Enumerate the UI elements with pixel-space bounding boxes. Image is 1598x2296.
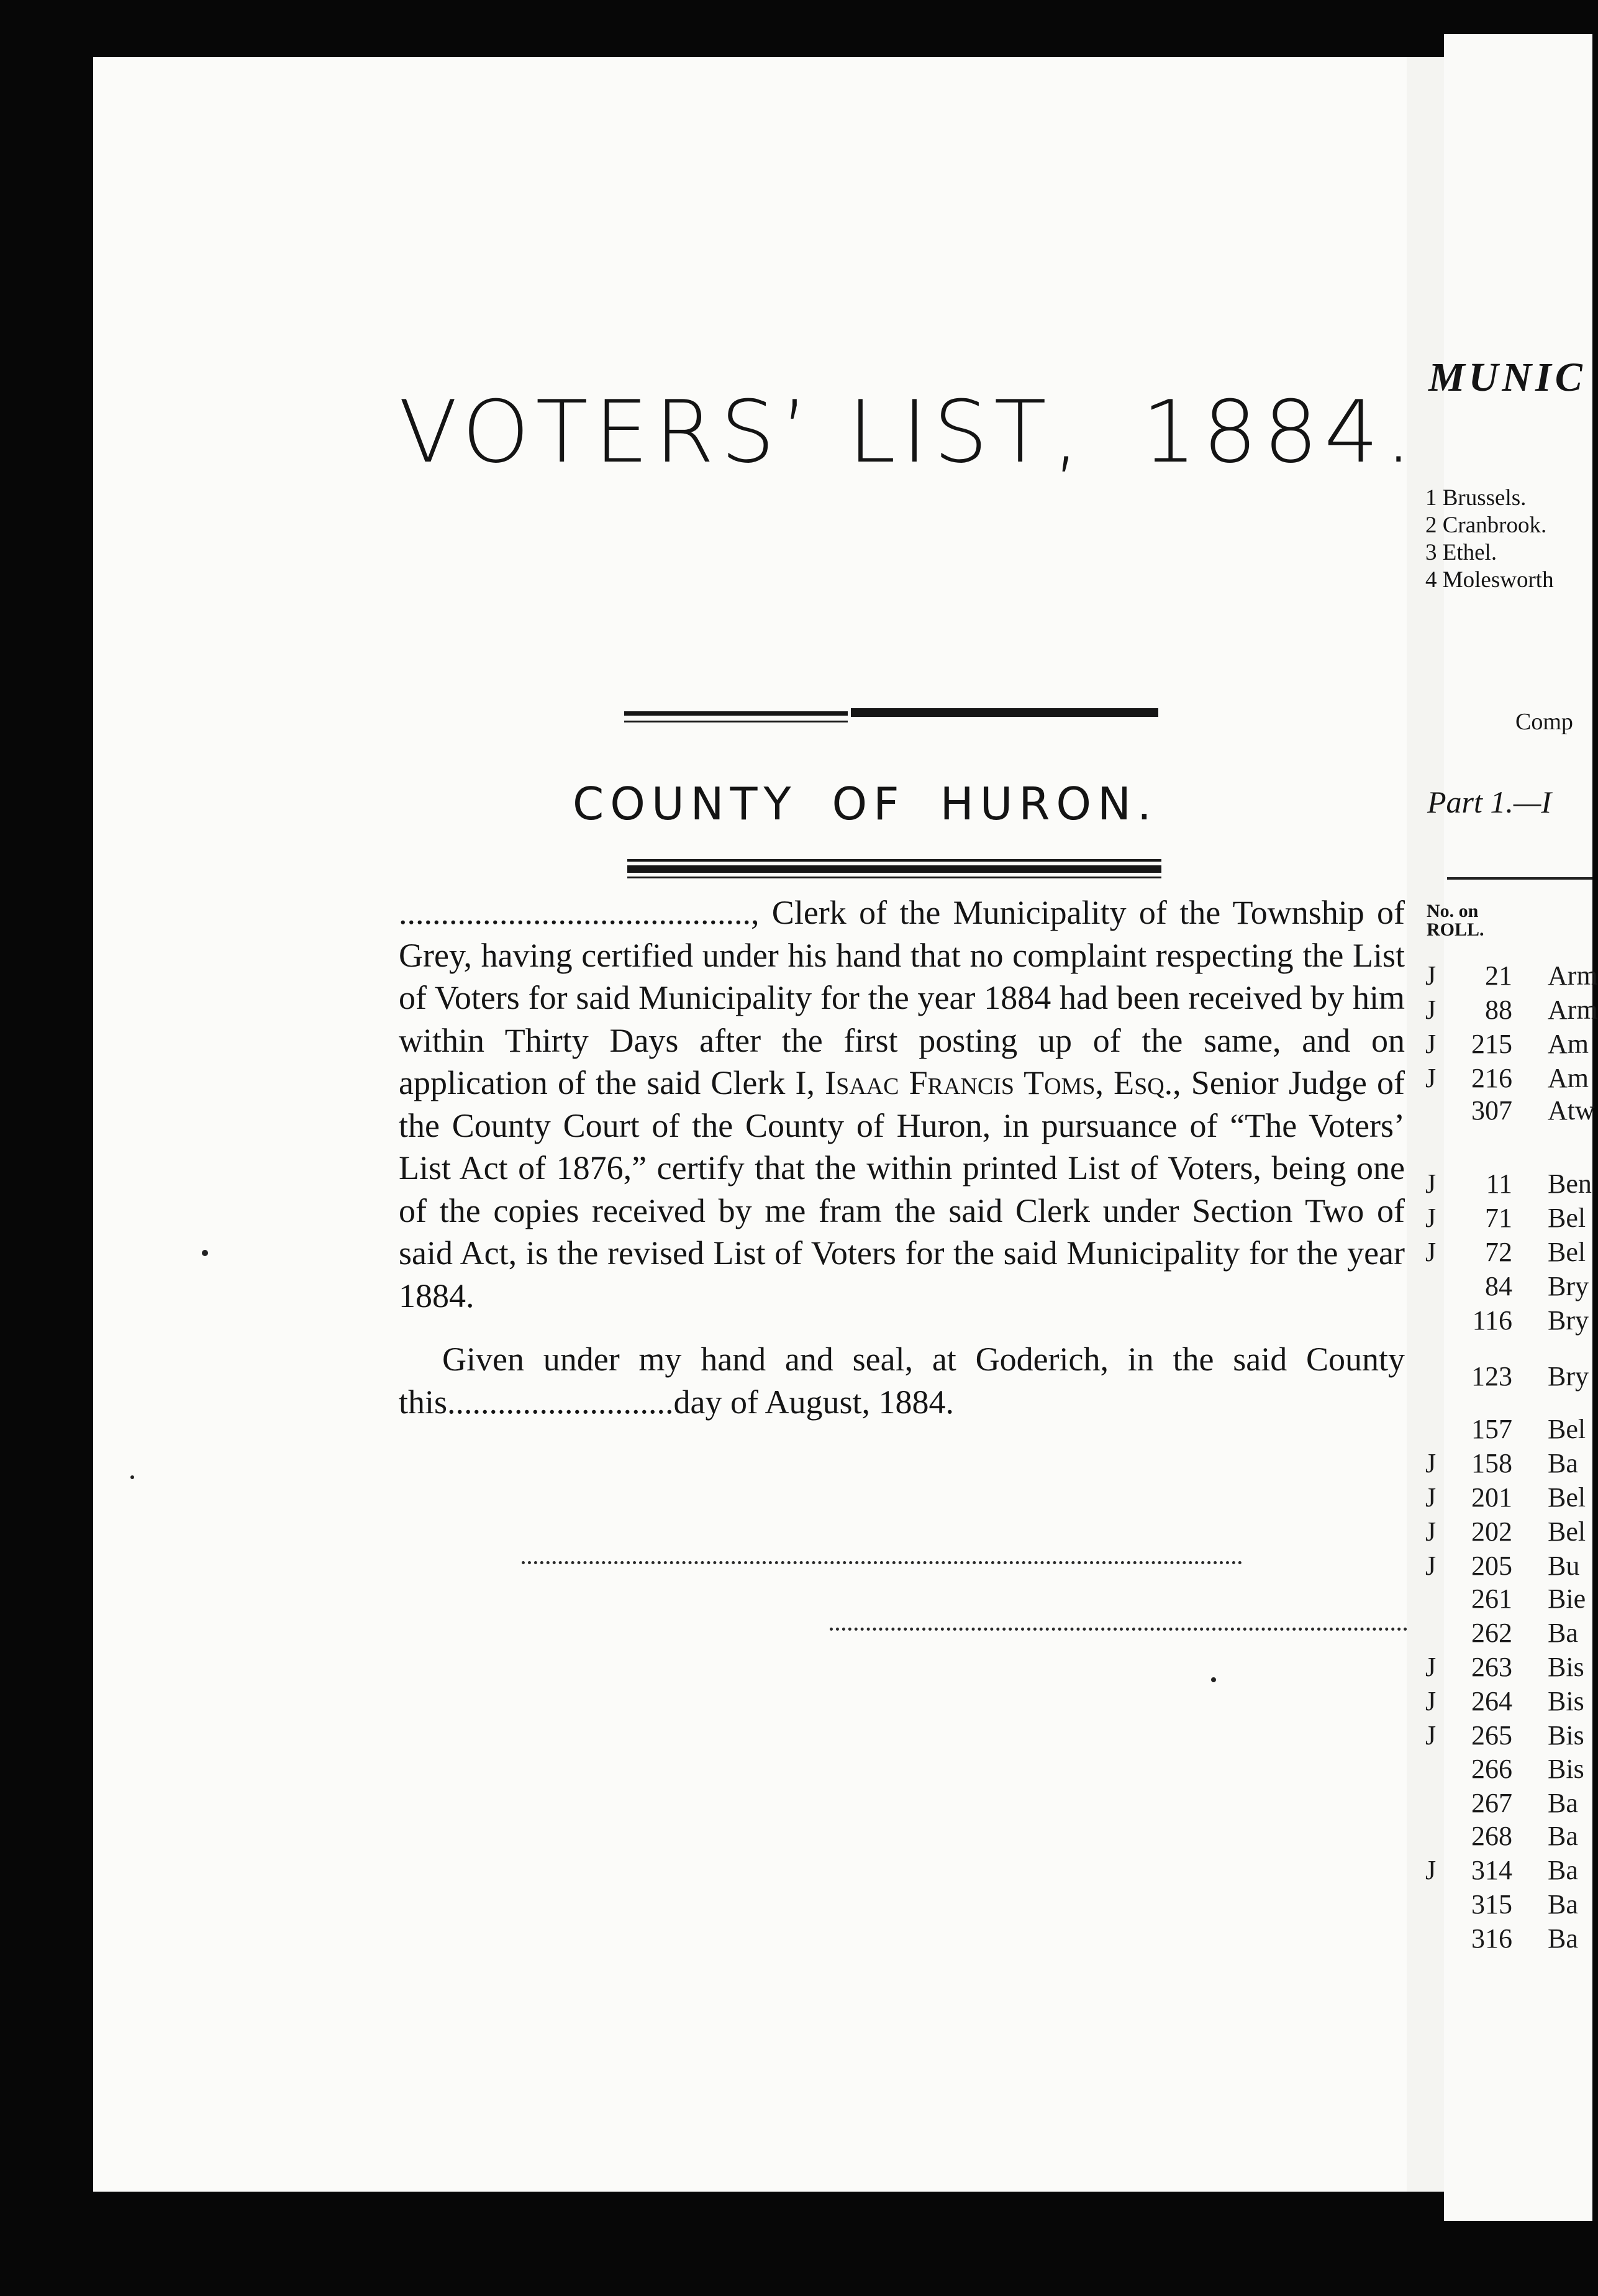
roll-entry: [1425, 1360, 1592, 1392]
roll-number: 158: [1471, 1448, 1512, 1478]
voter-name: Ba: [1548, 1855, 1578, 1885]
roll-entry: [1425, 1787, 1592, 1818]
subdivision-3: 3 Ethel.: [1425, 540, 1497, 565]
part-rule: [1447, 877, 1592, 880]
roll-entry: [1425, 1820, 1592, 1851]
signature-line-2: [830, 1628, 1407, 1631]
title-rule-left-thin: [624, 721, 848, 722]
subtitle-rule-bottom: [627, 877, 1161, 878]
voter-name: Bel: [1548, 1414, 1586, 1444]
roll-header-line-1: No. on: [1427, 901, 1479, 921]
voter-name: Bel: [1548, 1203, 1586, 1233]
roll-entry: [1425, 1753, 1592, 1784]
roll-entry: [1425, 1270, 1592, 1301]
title-year: 1884.: [1142, 382, 1419, 482]
roll-header-line-2: ROLL.: [1427, 919, 1484, 940]
roll-number: 21: [1485, 960, 1512, 991]
roll-number: 11: [1486, 1168, 1512, 1199]
voter-name: Bis: [1548, 1720, 1584, 1751]
title-text: VOTERS’ LIST,: [399, 382, 1086, 482]
roll-number: 201: [1471, 1482, 1512, 1513]
voter-name: Bel: [1548, 1237, 1586, 1267]
voter-name: Bel: [1548, 1482, 1586, 1513]
certificate-paragraph: .........................................., Clerk of the Municipality of the Township of Grey, having certified under his hand that no complaint respecting the List of Voters for said Municipality for the year 1884 had been received by him within Thirty Days after the first posting up of the same, and on application of the said Clerk I, Isaac Francis Toms, Esq., Senior Judge of the County Court of the County of Huron, in pursuance of “The Voters’ List Act of 1876,” certify that the within printed List of Voters, being one of the copies received by me fram the said Clerk under Section Two of said Act, is the revised List of Voters for the said Municipality for the year 1884.: [399, 894, 1405, 1314]
voter-name: Ben: [1548, 1168, 1592, 1199]
roll-number: 205: [1471, 1551, 1512, 1581]
juror-mark: J: [1425, 1855, 1437, 1885]
clerk-name-blank: ..........................................: [399, 894, 751, 931]
signature-line-1: [522, 1561, 1242, 1564]
right-page-heading: MUNIC: [1428, 355, 1586, 400]
juror-mark: J: [1425, 1029, 1437, 1059]
scan-speck: [202, 1250, 208, 1256]
voter-name: Bis: [1548, 1686, 1584, 1716]
roll-entry: [1425, 1413, 1592, 1444]
juror-mark: J: [1425, 1686, 1437, 1716]
roll-entry: [1425, 1305, 1592, 1336]
subtitle-word-of: OF: [832, 778, 906, 830]
roll-entry: [1425, 1923, 1592, 1954]
roll-entry: [1425, 1617, 1592, 1648]
given-under-paragraph: [399, 1338, 1405, 1423]
juror-mark: J: [1425, 1516, 1437, 1547]
juror-mark: J: [1425, 1237, 1437, 1267]
juror-mark: J: [1425, 1448, 1437, 1478]
scan-speck: [130, 1475, 134, 1479]
voter-name: Bu: [1548, 1551, 1580, 1581]
voter-name: Bry: [1548, 1271, 1589, 1301]
voter-name: Ba: [1548, 1821, 1578, 1851]
roll-entry: [1425, 1447, 1592, 1478]
document-subtitle: [573, 778, 1158, 830]
juror-mark: J: [1425, 1482, 1437, 1513]
roll-entry: [1425, 1516, 1592, 1547]
roll-number: 266: [1471, 1754, 1512, 1784]
certificate-body: [399, 891, 1405, 1423]
roll-number: 215: [1471, 1029, 1512, 1059]
juror-mark: J: [1425, 1551, 1437, 1581]
document-title: [399, 382, 1419, 482]
subtitle-word-huron: HURON.: [940, 778, 1158, 830]
certificate-text-lead: , Clerk of the Municipality of the Township of Grey, having certified under his hand that no complaint respecting the List of Voters for said Municipality for the year 1884 had been received by him within Thirty Days after the first posting up of the same, and on application of the said Clerk I,: [399, 894, 1405, 1101]
voter-name: Bel: [1548, 1516, 1586, 1547]
roll-number: 262: [1471, 1618, 1512, 1648]
roll-number: 268: [1471, 1821, 1512, 1851]
roll-number: 123: [1471, 1361, 1512, 1392]
voter-name: Bis: [1548, 1652, 1584, 1682]
voter-name: Ba: [1548, 1889, 1578, 1920]
subdivision-1: 1 Brussels.: [1425, 485, 1527, 511]
roll-entry: [1425, 1482, 1592, 1513]
roll-entry: [1425, 1028, 1592, 1059]
roll-entry: [1425, 1062, 1592, 1093]
subtitle-rule-thick: [627, 865, 1161, 873]
voter-name: Ba: [1548, 1788, 1578, 1818]
roll-entry: [1425, 1236, 1592, 1267]
roll-entry: [1425, 1685, 1592, 1716]
roll-number: 267: [1471, 1788, 1512, 1818]
subtitle-rule-top: [627, 859, 1161, 862]
roll-number: 88: [1485, 995, 1512, 1025]
roll-number: 84: [1485, 1271, 1512, 1301]
subdivision-4: 4 Molesworth: [1425, 567, 1554, 593]
roll-number: 261: [1471, 1583, 1512, 1614]
voter-name: Bry: [1548, 1361, 1589, 1392]
roll-number: 72: [1485, 1237, 1512, 1267]
given-text-b: day of August, 1884.: [673, 1383, 955, 1421]
roll-number: 116: [1472, 1305, 1512, 1336]
voter-name: Ba: [1548, 1618, 1578, 1648]
scan-speck: [1211, 1677, 1216, 1682]
voter-name: Bry: [1548, 1305, 1589, 1336]
day-blank: ...........................: [447, 1383, 674, 1421]
roll-entry: [1425, 1583, 1592, 1614]
judge-title: Esq.: [1114, 1064, 1173, 1101]
voter-name: Bie: [1548, 1583, 1586, 1614]
roll-entry: [1425, 1168, 1592, 1199]
voter-name: Arm: [1548, 995, 1598, 1025]
part-label: Part 1.—I: [1427, 785, 1551, 819]
roll-entry: [1425, 1651, 1592, 1682]
juror-mark: J: [1425, 1720, 1437, 1751]
roll-entry: [1425, 1550, 1592, 1581]
roll-column-header: [1427, 902, 1484, 939]
juror-mark: J: [1425, 1203, 1437, 1233]
subtitle-word-county: COUNTY: [573, 778, 797, 830]
voter-name: Am: [1548, 1029, 1589, 1059]
roll-entry: [1425, 1854, 1592, 1885]
roll-number: 316: [1471, 1923, 1512, 1954]
roll-number: 265: [1471, 1720, 1512, 1751]
voter-name: Bis: [1548, 1754, 1584, 1784]
juror-mark: J: [1425, 1168, 1437, 1199]
compiled-label: Comp: [1515, 709, 1573, 735]
roll-number: 264: [1471, 1686, 1512, 1716]
roll-number: 315: [1471, 1889, 1512, 1920]
roll-entry: [1425, 1888, 1592, 1920]
title-rule-right: [851, 708, 1158, 717]
certificate-text-rest: , Senior Judge of the County Court of the County of Huron, in pursuance of “The Voters’ List Act of 1876,” certify that the within printed List of Voters, being one of the copies received by me fram the said Clerk under Section Two of said Act, is the revised List of Voters for the said Municipality for the year 1884.: [399, 1064, 1405, 1314]
voter-name: Ba: [1548, 1923, 1578, 1954]
roll-number: 263: [1471, 1652, 1512, 1682]
roll-entry: [1425, 994, 1598, 1025]
roll-number: 314: [1471, 1855, 1512, 1885]
voter-name: Ba: [1548, 1448, 1578, 1478]
judge-name: Isaac Francis Toms: [825, 1064, 1096, 1101]
juror-mark: J: [1425, 1063, 1437, 1093]
roll-entry: [1425, 960, 1598, 991]
roll-number: 157: [1471, 1414, 1512, 1444]
given-text-a: Given under my hand and seal, at Goderich, in the said County this: [399, 1341, 1405, 1421]
roll-number: 202: [1471, 1516, 1512, 1547]
roll-entry: [1425, 1202, 1592, 1233]
roll-entry: [1425, 1095, 1595, 1126]
roll-number: 307: [1471, 1095, 1512, 1126]
voter-name: Am: [1548, 1063, 1589, 1093]
title-rule-left: [624, 711, 848, 716]
subdivision-2: 2 Cranbrook.: [1425, 512, 1547, 538]
voter-name: Arm: [1548, 960, 1598, 991]
roll-entry: [1425, 1720, 1592, 1751]
roll-number: 71: [1485, 1203, 1512, 1233]
voter-name: Atw: [1548, 1095, 1595, 1126]
roll-number: 216: [1471, 1063, 1512, 1093]
juror-mark: J: [1425, 1652, 1437, 1682]
juror-mark: J: [1425, 995, 1437, 1025]
juror-mark: J: [1425, 960, 1437, 991]
